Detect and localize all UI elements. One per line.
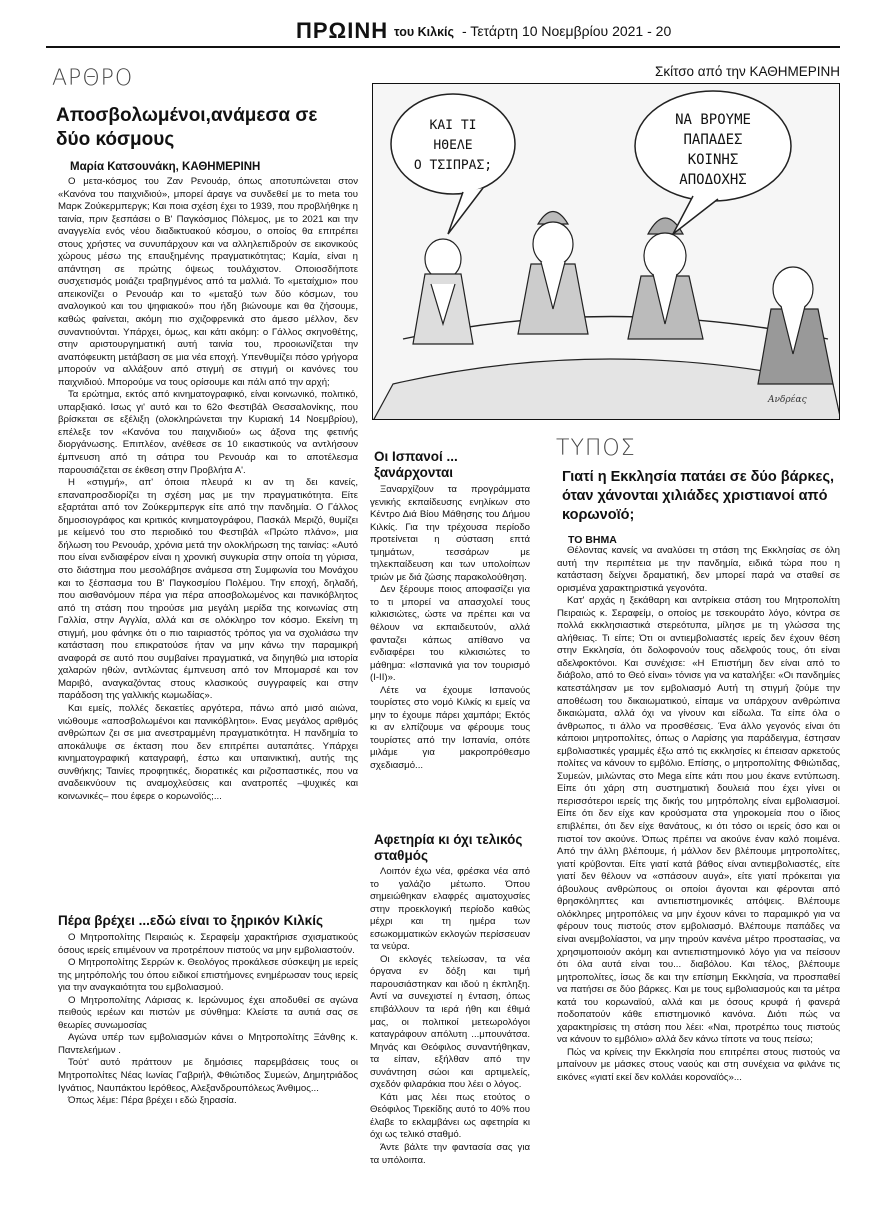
cartoon-drawing xyxy=(373,84,840,420)
spanish-body xyxy=(370,484,530,819)
spanish-headline: Οι Ισπανοί ... ξανάρχονται xyxy=(374,449,458,480)
typos-headline: Γιατί η Εκκλησία πατάει σε δύο βάρκες, όταν χάνονται χιλιάδες χριστιανοί από κορωνοϊό; xyxy=(562,469,835,523)
typos-paragraph: Πώς να κρίνεις την Εκκλησία που επιτρέπει στους πιστούς να μπαίνουν με μάσκες στους ναούς και στη συνέχεια να φιλάνε τις εικόνες «γιατί εκεί δεν κολλάει κοροναϊός»... xyxy=(557,1046,840,1083)
start-paragraph: Οι εκλογές τελείωσαν, τα νέα όργανα εν δόξη και τιμή παρουσιάστηκαν και ιδού η έκπληξη. Αντί να συνεχιστεί η ένταση, όπως επιβάλλουν τα ιερά ήθη και έθιμά μας, οι πολιτικοί μετεωρολόγοι καταγράφουν απόλυτη ...μπουνάτσα. Μηνάς και Θεόφιλος συναντήθηκαν, τα είπαν, εξήλθαν από την συνάντηση σώοι και αρτιμελείς, σχεδόν φιλαράκια που λέει ο λόγος. xyxy=(370,953,530,1091)
bubble-right-line: ΚΟΙΝΗΣ xyxy=(687,152,739,168)
bubble-right-line: ΑΠΟΔΟΧΗΣ xyxy=(679,172,747,188)
cartoon-credit: Σκίτσο από την ΚΑΘΗΜΕΡΙΝΗ xyxy=(654,64,840,79)
article-byline: Μαρία Κατσουνάκη, ΚΑΘΗΜΕΡΙΝΗ xyxy=(70,161,261,173)
typos-paragraph: Θέλοντας κανείς να αναλύσει τη στάση της Εκκλησίας σε όλη αυτή την περιπέτεια με την πανδημία, ειδικά τώρα που η κατάσταση δείχνει δραματική, δεν μπορεί παρά να σταθεί σε ορισμένα χαρακτηριστικά γεγονότα. xyxy=(557,545,840,594)
start-headline: Αφετηρία κι όχι τελικός σταθμός xyxy=(374,832,523,863)
newspaper-brand: ΠΡΩΙΝΗ xyxy=(296,18,389,43)
section-title-typos: ΤΥΠΟΣ xyxy=(556,436,636,461)
editorial-cartoon xyxy=(372,83,840,420)
rain-paragraph: Όπως λέμε: Πέρα βρέχει ι εδώ ξηρασία. xyxy=(68,1095,237,1107)
section-title-arthro: ΑΡΘΡΟ xyxy=(52,66,134,91)
issue-date: - Τετάρτη 10 Νοεμβρίου 2021 - 20 xyxy=(462,23,672,39)
rain-paragraph: Αγώνα υπέρ των εμβολιασμών κάνει ο Μητροπολίτης Ξάνθης κ. Παντελεήμων . xyxy=(58,1032,358,1056)
start-paragraph: Κάτι μας λέει πως ετούτος ο Θεόφιλος Τιρεκίδης αυτό το 40% που έλαβε το εκλαμβάνει ως αφετηρία κι όχι ως τελικό σταθμό. xyxy=(370,1091,530,1141)
rain-paragraph: Ο Μητροπολίτης Λάρισας κ. Ιερώνυμος έχει αποδυθεί σε αγώνα πειθούς ιερέων και πιστών με σύνθημα: Κλείστε τα αυτιά σας σε θεωρίες συνωμοσίας xyxy=(58,994,358,1031)
article-body xyxy=(58,176,358,876)
bubble-right-line: ΠΑΠΑΔΕΣ xyxy=(683,132,743,148)
rain-body xyxy=(58,932,358,1167)
bubble-left-line: Ο ΤΣΙΠΡΑΣ; xyxy=(413,158,493,173)
rain-paragraph: Ο Μητροπολίτης Σερρών κ. Θεολόγος προκάλεσε σύσκεψη με ιερείς της μητρόπολής του όπου ειδικοί επιστήμονες ενημέρωσαν τους ιερείς για την αναγκαιότητα του εμβολιασμού. xyxy=(58,957,358,994)
article-paragraph: Η «στιγμή», απ' όποια πλευρά κι αν τη δει κανείς, επαναπροσδιορίζει τη σχέση μας με την πραγματικότητα. Είτε εξαρτάται από τον Ζούκερμπεργκ είτε από την πανδημία. Ο Γάλλος δημοσιογράφος και κριτικός κινηματογράφου, Πασκάλ Μεριζό, θυμίζει με κείμενό του στο περιοδικό του Φεστιβάλ «Πρώτο πλάνο», μια δήλωση του Ρενουάρ, χρόνια μετά την ολοκλήρωση της ταινίας: «Αυτό που είναι ενδιαφέρον είναι η χρονική συγκυρία στην οποία τη γύρισα, στο διάστημα που μεσολάβησε ανάμεσα στη Συμφωνία του Μονάχου και το ξέσπασμα του Β' Παγκοσμίου Πολέμου. Την εποχή, δηλαδή, που αισθανόμουν πέρα για πέρα αποσβολωμένος και πανικόβλητος από τη στάση που τηρούσε μια μεγάλη μερίδα της κοινωνίας στη Γαλλία, στην Αγγλία, αλλά και σε ολόκληρο τον κόσμο. Εκείνη τη στιγμή, μου φάνηκε ότι ο πιο ταιριαστός τρόπος για να σχολιάσω την κατάσταση που επικρατούσε ήταν να μην κάνω την παραμικρή αναφορά σε αυτό που συμβαίνει πραγματικά, να διηγηθώ μια ιστορία χαλαρών ηθών, αντλώντας έμπνευση από τον Μπομαρσέ και τον Μαριβό, αναγκαζόντας στους κλασικούς συγγραφείς και στην παράδοση της γαλλικής κωμωδίας». xyxy=(58,477,358,702)
start-body xyxy=(370,866,530,1172)
start-paragraph: Άντε βάλτε την φαντασία σας για τα υπόλοιπα. xyxy=(370,1142,530,1166)
bubble-right-line: ΝΑ ΒΡΟΥΜΕ xyxy=(675,112,751,128)
spanish-paragraph: Δεν ξέρουμε ποιος αποφασίζει για το τι μπορεί να απασχολεί τους κιλκισιώτες, ώστε να πρέπει και να θέλουν να εκπαιδευτούν, αλλά φανταζει κάπως απίθανο να ενδιαφέρει του κιλκισιώτες το μάθημα: «Ισπανικά για τον τουρισμό (Ι-ΙΙ)». xyxy=(370,584,530,684)
article-paragraph: Και εμείς, πολλές δεκαετίες αργότερα, πάνω από μισό αιώνα, νιώθουμε «αποσβολωμένοι και πανικόβλητοι». Ενας μεγάλος αριθμός ανθρώπων ζει σε μια ανεστραμμένη πραγματικότητα. Η πανδημία το αποκάλυψε σε έκταση που δεν επιτρέπει αυταπάτες. Υπάρχει κινηματογραφική καταγραφή, έστω και υπαινικτική, αυτής της συνθήκης; Ταινίες προφητικές, διορατικές και ριζοσπαστικές, που να αναδεικνύουν τις αναμοχλεύσεις και ανατροπές –ψυχικές και κοινωνικές– που έφερε ο κορωνοϊός;... xyxy=(58,702,358,802)
rain-paragraph: Ο Μητροπολίτης Πειραιώς κ. Σεραφείμ χαρακτήρισε σχισματικούς όσους ιερείς επιμένουν να προτρέπουν πιστούς να μην εμβολιαστούν. xyxy=(58,932,358,956)
spanish-paragraph: Ξαναρχίζουν τα προγράμματα γενικής εκπαίδευσης ενηλίκων στο Κέντρο Διά Βίου Μάθησης του Δήμου Κιλκίς. Για την τρέχουσα περίοδο προτείνεται η σύσταση επτά τμημάτων, τεσσάρων με τηλεκπαίδευση και των υπολοίπων τριών με διά ζώσης παρακολούθηση. xyxy=(370,484,530,583)
article-headline: Αποσβολωμένοι,ανάμεσα σε δύο κόσμους xyxy=(56,105,318,150)
spanish-paragraph: Λέτε να έχουμε Ισπανούς τουρίστες στο νομό Κιλκίς κι εμείς να μην το έχουμε πάρει χαμπάρι; Εκτός κι αν ελπίζουμε να φέρουμε τους τουρίστες από την Ισπανία, οπότε μιλάμε για μακροπρόθεσμο σχεδιασμό... xyxy=(370,684,530,772)
bubble-left-line: ΚΑΙ ΤΙ xyxy=(429,118,477,133)
typos-paragraph: Κατ' αρχάς η ξεκάθαρη και αντρίκεια στάση του Μητροπολίτη Πειραιώς κ. Σεραφείμ, ο οποίος με τσεκουράτο λόγο, κόντρα σε πολλά εκκλησιαστικά στερεότυπα, μίλησε με τη γλώσσα της αλήθειας. Τι είπε; Ότι οι αντιεμβολιαστές ιερείς δεν έχουν θέση στην Εκκλησία, ότι δολοφονούν τους αδελφούς τους, ότι είναι αδελφοκτόνοι. Και συνέχισε: «Η Επιστήμη δεν είναι από το διάβολο, από το Θεό είναι» τόνισε για να καταλήξει: «Οι πανδημίες κατεστάλησαν με τον εμβολιασμό Αυτή τη στιγμή ζούμε την αποθέωση του δικαιωματικού, είπαμε να υπάρχουν ανθρώπινα δικαιώματα, αλλά όχι να γίνουν και είδωλα. Τα είπε όλα ο άνθρωπος, τι άλλο να προσθέσεις. Ένα άλλο γεγονός είναι ότι κάποιοι μητροπολίτες, όπως ο Λαρίσης για παράδειγμα, έστησαν εμβολιαστικές γραμμές έξω από τις εκκλησίες κι έπεισαν αρκετούς πολίτες να κάνουν το εμβόλιο. Επίσης, ο μητροπολίτης Φθιώτιδας, Συμεών, μιλώντας στο Mega είπε κάτι που μου έκανε εντύπωση. Είπε ότι χάρη στη συστηματική δουλειά που έχει γίνει οι περισσότεροι ιερείς της δικής του μητρόπολης είναι εμβολιασμοί. Είπε ότι δεν είχε καν κρούσματα στα γηροκομεία που ο ίδιος επιβλέπει, ότι δεν είχε θανάτους, κι ότι τόσο οι ιερείς όσο και οι πιστοί τον ακούνε. Όπως πρέπει να ακούνε έναν καλό ποιμένα. Από την άλλη βλέπουμε, ή μάλλον δεν βλέπουμε μητροπολίτες, γιατί κρύβονται. Είτε γιατί κατά βάθος είναι αντιεμβολιαστές, είτε γιατί δεν θέλουν να «σπάσουν αυγά», είτε γιατί πρόκειται για άβουλους ανθρώπους οι οποίοι άγονται και φέρονται από θρησκόληπτες και αντιεπιστημονικές απόψεις. Βλέπουμε ολόκληρες μητροπόλεις να μην έχουν κάνει το παραμικρό για να φέρουν τους πιστούς στον εμβολιασμό. Βλέπουμε παπάδες να είναι ανεμβολίαστοι, να μην τηρούν κανένα μέτρο προστασίας, να χρησιμοποιούν ακόμη και αντιεπιστημονικό λόγο για να πείσουν ότι όλα αυτά είναι του... διαβόλου. Και τέλος, βλέπουμε μητροπολίτες, ίσως δε και την επίσημη Εκκλησία, να προσπαθεί να πατήσει σε δύο βάρκες. Και με τους εμβολιασμούς και τα μέτρα κατά του κορωναϊού, αλλά και με όσους κρυφά ή φανερά ποδοπατούν κάθε επιστημονικό κανόνα. Διότι πώς να χαρακτηρίσεις τη στάση που λέει: «Ναι, προτρέπω τους πιστούς να κάνουν το εμβόλιο» αλλά δεν κάνω τίποτε να τους πείσω; xyxy=(557,595,840,1046)
newspaper-subtitle: του Κιλκίς xyxy=(394,25,455,39)
typos-source: ΤΟ ΒΗΜΑ xyxy=(568,534,617,546)
rain-headline: Πέρα βρέχει ...εδώ είναι το ξηρικόν Κιλκίς xyxy=(58,913,323,928)
bubble-left-line: ΗΘΕΛΕ xyxy=(433,138,473,153)
typos-body xyxy=(557,545,840,1173)
masthead xyxy=(46,18,840,48)
article-paragraph: Τα ερώτημα, εκτός από κινηματογραφικό, είναι κοινωνικό, πολιτικό, υπαρξιακό. Ισως γι' αυτό και το 62ο Φεστιβάλ Θεσσαλονίκης, που βρίσκεται σε εξέλιξη (ολοκληρώνεται την Κυριακή 14 Νοεμβρίου), επέλεξε τον «Κανόνα του παιχνιδιού» ως άξονα της φετινής διοργάνωσης. Επιπλέον, ανέθεσε σε 10 εικαστικούς να αντλήσουν έμπνευση από τη σάτιρα του Ρενουάρ και το αποτέλεσμα παρουσιάζεται σε έκθεση στην Προβλήτα Α'. xyxy=(58,389,358,476)
start-paragraph: Λοιπόν έχω νέα, φρέσκα νέα από το γαλάζιο μέτωπο. Όπου σημειώθηκαν ελαφρές αιματοχυσίες στην προεκλογική περίοδο καθώς μέχρι και τη ημέρα των εσωκομματικών εκλογών περίσσευαν τα νεύρα. xyxy=(370,866,530,953)
rain-paragraph: Τούτ' αυτό πράττουν με δημόσιες παρεμβάσεις τους οι Μητροπολίτες Νέας Ιωνίας Γαβριήλ, Φθιώτιδος Συμεών, Δημητριάδος Ιγνάτιος, Ναυπάκτου Ιερόθεος, Αλεξανδρουπόλεως Άνθιμος... xyxy=(58,1057,358,1094)
article-paragraph: Ο μετα-κόσμος του Ζαν Ρενουάρ, όπως αποτυπώνεται στον «Κανόνα του παιχνιδιού», μπορεί άραγε να συνδεθεί με το meta του Μαρκ Ζούκερμπεργκ; Και ποια σχέση έχει το 1939, που προβλήθηκε η ταινία, πριν ξεσπάσει ο Β' Παγκόσμιος Πόλεμος, με το 2021 και την αναγγελία ενός νέου διαδικτυακού κόσμου, ο οποίος θα επιτρέπει στους χρήστες να συνυπάρχουν και να αλληλεπιδρούν σε εικονικούς χώρους μέσω της επαυξημένης πραγματικότητας; Καμία, είναι η απάντηση σε πρώτης όψεως τουλάχιστον. Οποιοσδήποτε συσχετισμός μοιάζει τραβηγμένος από τα μαλλιά. Το «μεταίχμιο» που απεικονίζει ο Ρενουάρ και το «μεταξύ των δύο κόσμων, του αναλογικού και του ψηφιακού» που ήδη βιώνουμε και θα ζήσουμε, καθώς φαίνεται, ακόμη πιο σχιζοφρενικά στο άμεσο μέλλον, δεν συναντιούνται. Υπάρχει, όμως, και κάτι ακόμη: ο Γάλλος σκηνοθέτης, στην αριστουργηματική αυτή ταινία του, προοιωνίζεται την αναπόφευκτη μετάβαση σε μια νέα εποχή. Υπενθυμίζει πόσο γρήγορα μπορούν να αλλάξουν από στιγμή σε στιγμή οι κανόνες του παιχνιδιού. Μπορούμε να τους ορίσουμε και πάλι από την αρχή; xyxy=(58,176,358,388)
cartoonist-signature: Ανδρέας xyxy=(768,395,807,405)
